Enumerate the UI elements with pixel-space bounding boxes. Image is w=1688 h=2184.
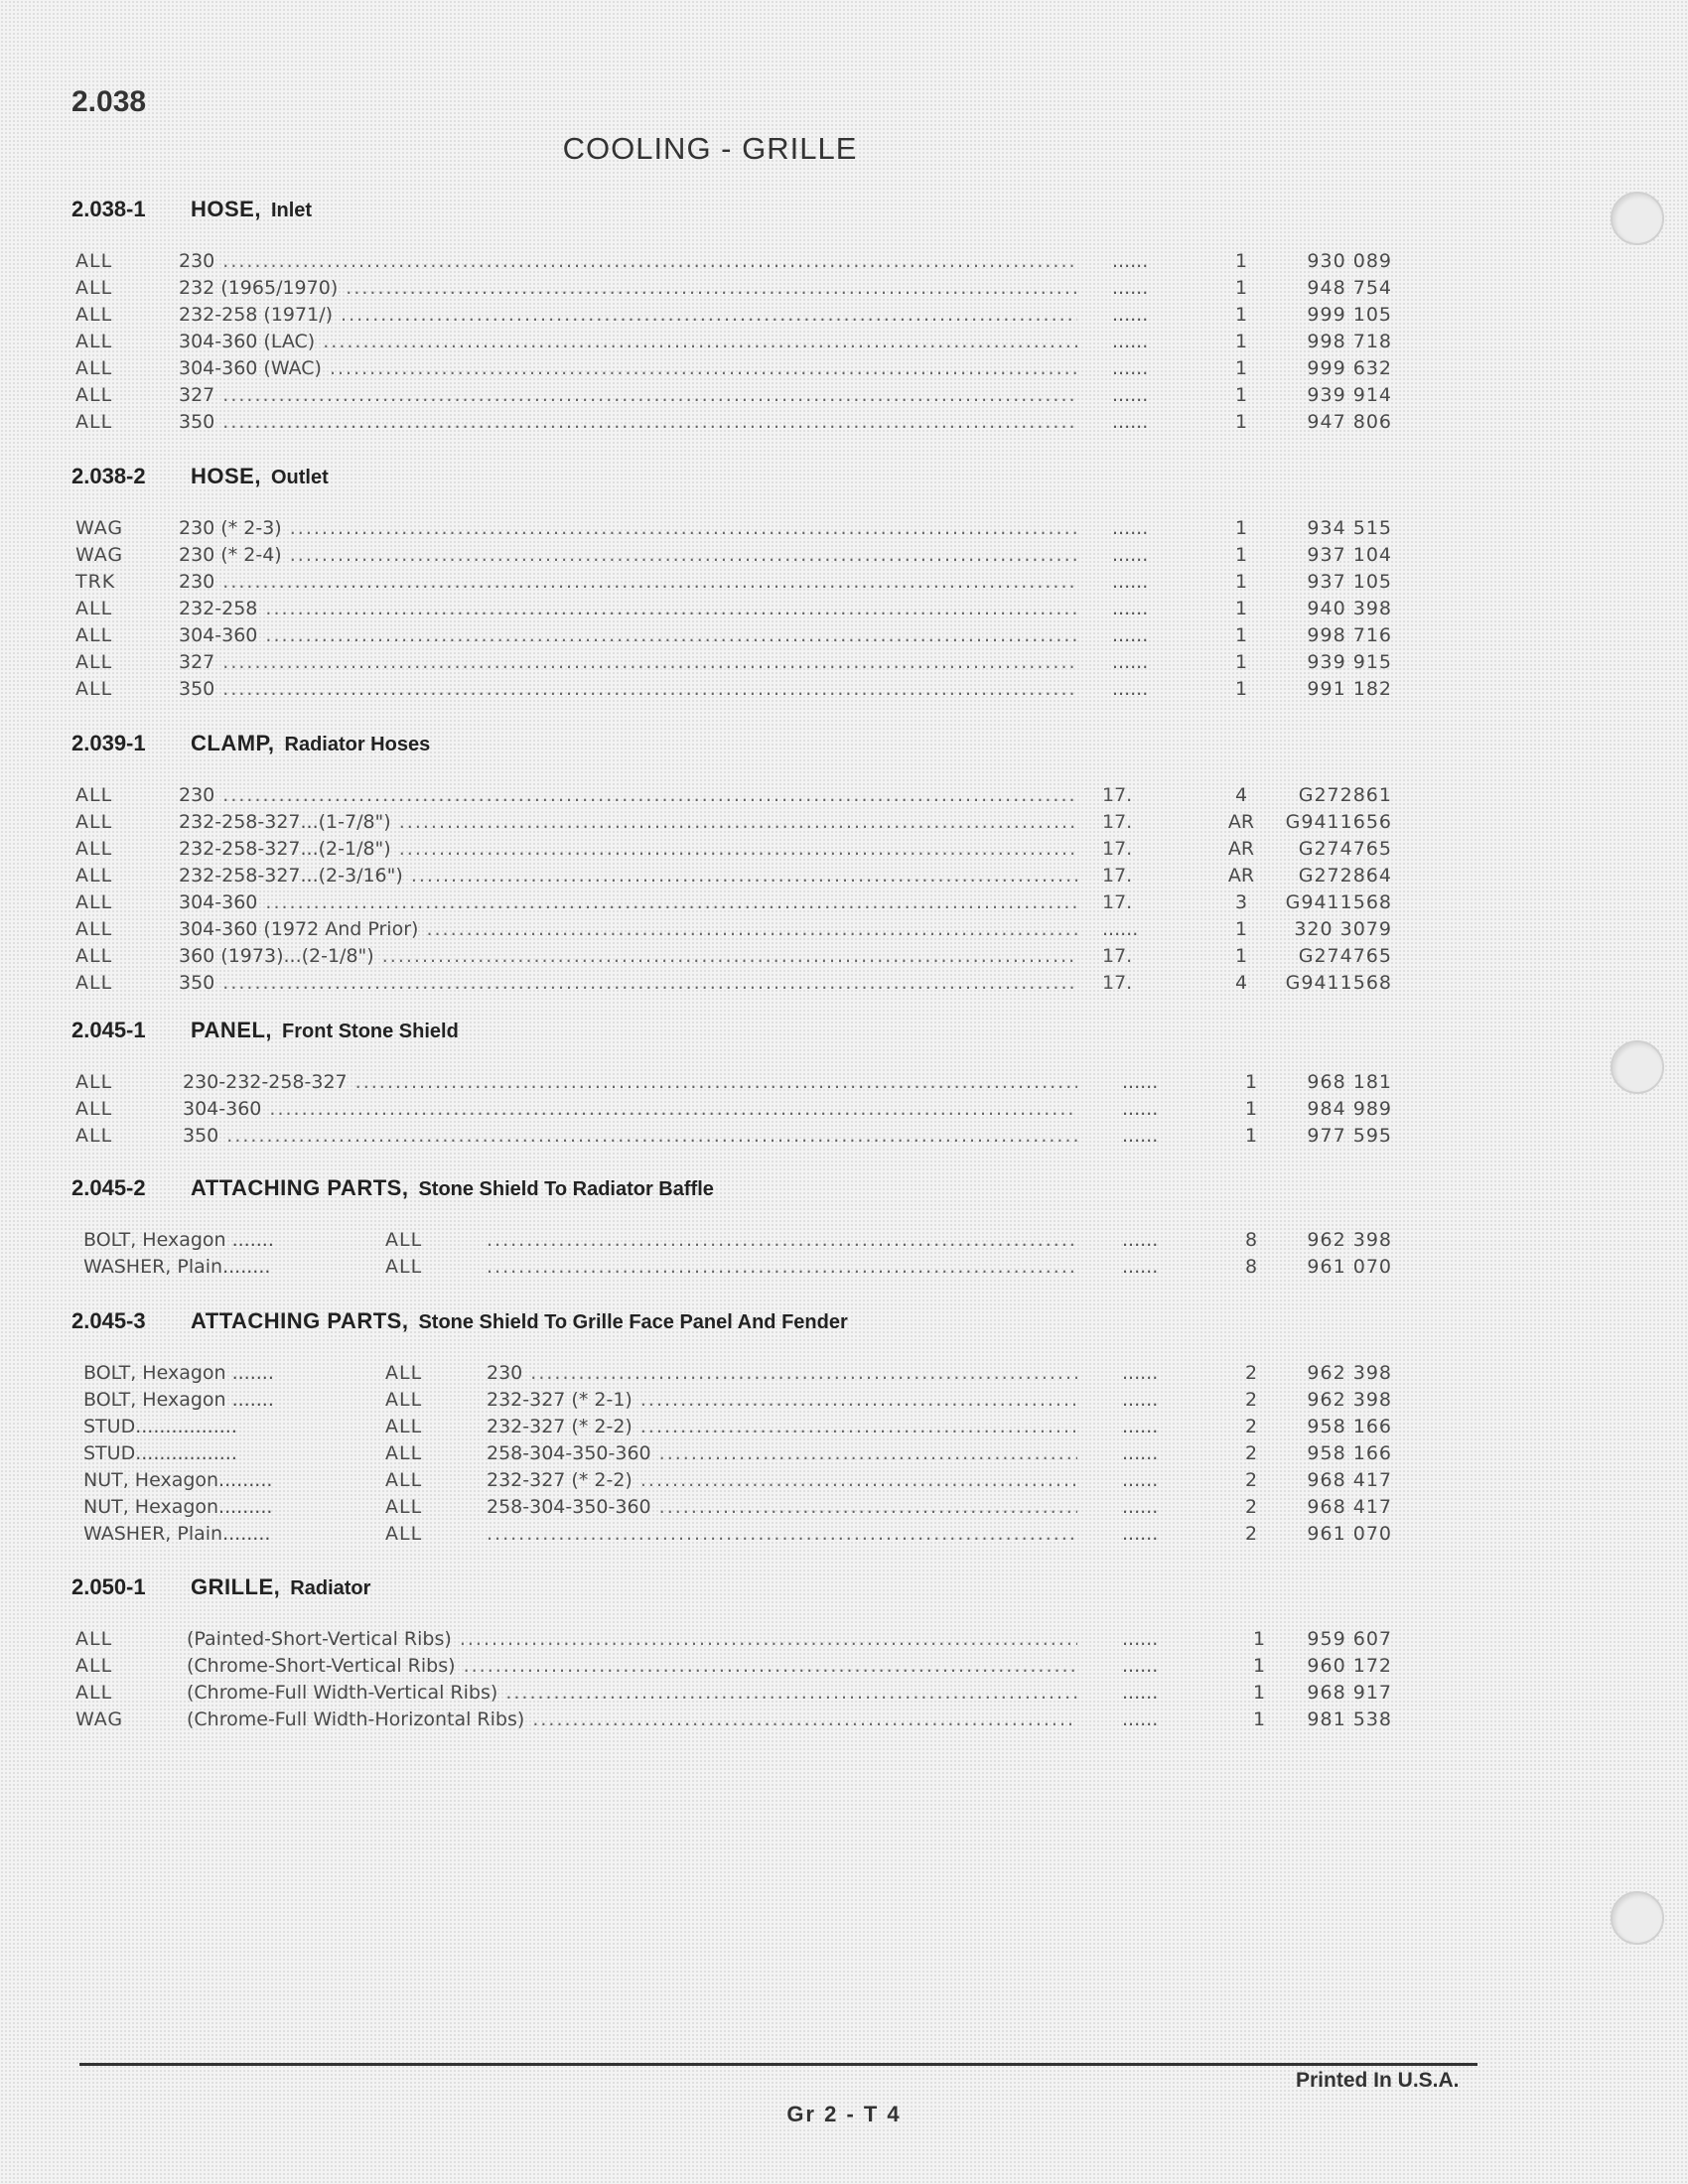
part-number-cell: 977 595 [1307, 1125, 1392, 1147]
quantity-cell: AR [1227, 811, 1255, 833]
figure-cell: ...... [1112, 624, 1149, 646]
description-cell: 230 (* 2-4) ..... [179, 542, 1077, 569]
model-cell: WAG [75, 544, 124, 566]
quantity-cell: 1 [1234, 624, 1248, 646]
section-description: Inlet [270, 200, 313, 221]
part-name: NUT, Hexagon......... [83, 1496, 273, 1518]
part-number-cell: 968 181 [1307, 1071, 1392, 1093]
figure-cell: ...... [1122, 1098, 1159, 1120]
section-number: 2.045-3 [71, 1308, 146, 1333]
part-number-cell: 962 398 [1307, 1229, 1392, 1251]
part-name: STUD................. [83, 1442, 237, 1464]
table-row [0, 943, 1470, 970]
quantity-cell: 1 [1252, 1682, 1266, 1704]
binder-hole [1611, 192, 1664, 245]
part-number-cell: 999 632 [1307, 357, 1392, 379]
figure-cell: ...... [1122, 1682, 1159, 1704]
table-row [0, 1360, 1470, 1387]
description-cell: 232-327 (* 2-1) ..... [487, 1387, 1077, 1414]
quantity-cell: 1 [1234, 945, 1248, 967]
description-cell: 304-360 (LAC) ..... [179, 329, 1077, 355]
parts-table [0, 1360, 1470, 1548]
model-cell: ALL [75, 384, 113, 406]
model-cell: ALL [75, 838, 113, 860]
model-cell: ALL [75, 598, 113, 619]
model-cell: ALL [75, 411, 113, 433]
quantity-cell: 1 [1234, 357, 1248, 379]
section-heading [71, 1018, 459, 1043]
section-number: 2.050-1 [71, 1574, 146, 1599]
part-number-cell: 960 172 [1307, 1655, 1392, 1677]
description-cell: 304-360 (1972 And Prior) ..... [179, 916, 1077, 943]
model-cell: ALL [75, 1655, 113, 1677]
section-heading [71, 464, 329, 489]
part-number-cell: 999 105 [1307, 304, 1392, 326]
figure-cell: ...... [1122, 1362, 1159, 1384]
section-part-name: ATTACHING PARTS, [191, 1308, 409, 1333]
quantity-cell: 1 [1244, 1098, 1258, 1120]
part-number-cell: 934 515 [1307, 517, 1392, 539]
figure-cell: ...... [1122, 1496, 1159, 1518]
description-cell: 350 ..... [179, 676, 1077, 703]
quantity-cell: 3 [1234, 891, 1248, 913]
model-cell: ALL [75, 891, 113, 913]
parts-table [0, 782, 1470, 997]
description-cell: (Chrome-Full Width-Vertical Ribs) ..... [187, 1680, 1077, 1706]
footer-rule [79, 2063, 1477, 2066]
description-cell: 232-327 (* 2-2) ..... [487, 1467, 1077, 1494]
quantity-cell: 1 [1234, 304, 1248, 326]
description-cell: (Painted-Short-Vertical Ribs) ..... [187, 1626, 1077, 1653]
quantity-cell: 1 [1234, 277, 1248, 299]
quantity-cell: 2 [1244, 1416, 1258, 1437]
part-name: STUD................. [83, 1416, 237, 1437]
description-cell: 258-304-350-360 ..... [487, 1440, 1077, 1467]
page-reference: Gr 2 - T 4 [786, 2102, 902, 2126]
section-part-name: GRILLE, [191, 1574, 281, 1599]
section-description: Radiator Hoses [284, 734, 431, 755]
model-cell: ALL [75, 811, 113, 833]
quantity-cell: 1 [1234, 411, 1248, 433]
description-cell: 232-258 (1971/) ..... [179, 302, 1077, 329]
table-row [0, 1521, 1470, 1548]
quantity-cell: 1 [1252, 1708, 1266, 1730]
part-number-cell: G9411568 [1285, 891, 1392, 913]
description-cell: (Chrome-Full Width-Horizontal Ribs) ..... [187, 1706, 1077, 1733]
quantity-cell: 1 [1244, 1125, 1258, 1147]
part-number-cell: 961 070 [1307, 1523, 1392, 1545]
description-cell: 230 ..... [179, 782, 1077, 809]
description-cell: 232-258 ..... [179, 596, 1077, 622]
model-cell: ALL [385, 1416, 423, 1437]
parts-table [0, 1227, 1470, 1281]
part-name: BOLT, Hexagon ....... [83, 1229, 274, 1251]
quantity-cell: 1 [1234, 918, 1248, 940]
model-cell: ALL [75, 1098, 113, 1120]
part-number-cell: 968 917 [1307, 1682, 1392, 1704]
table-row [0, 1254, 1470, 1281]
section-part-name: HOSE, [191, 197, 261, 221]
model-cell: ALL [75, 1682, 113, 1704]
description-cell: 350 ..... [183, 1123, 1077, 1150]
section-number: 2.045-2 [71, 1175, 146, 1200]
part-number-cell: 981 538 [1307, 1708, 1392, 1730]
table-row [0, 1387, 1470, 1414]
table-row [0, 409, 1470, 436]
section-heading [71, 197, 312, 222]
description-cell: 230 ..... [179, 248, 1077, 275]
figure-cell: 17. [1102, 945, 1133, 967]
model-cell: ALL [75, 918, 113, 940]
section-description: Radiator [290, 1577, 371, 1599]
part-number-cell: 939 915 [1307, 651, 1392, 673]
description-cell: 230-232-258-327 ..... [183, 1069, 1077, 1096]
part-number-cell: 991 182 [1307, 678, 1392, 700]
quantity-cell: 1 [1234, 598, 1248, 619]
quantity-cell: 1 [1252, 1655, 1266, 1677]
printed-in-label: Printed In U.S.A. [1296, 2069, 1460, 2092]
parts-table [0, 1069, 1470, 1150]
description-cell [487, 1254, 1077, 1281]
quantity-cell: AR [1227, 865, 1255, 887]
figure-cell: 17. [1102, 865, 1133, 887]
figure-cell: ...... [1112, 517, 1149, 539]
quantity-cell: 4 [1234, 972, 1248, 994]
figure-cell: ...... [1112, 651, 1149, 673]
figure-cell: ...... [1112, 571, 1149, 593]
model-cell: ALL [75, 1628, 113, 1650]
model-cell: ALL [75, 1125, 113, 1147]
quantity-cell: 1 [1234, 517, 1248, 539]
description-cell: 350 ..... [179, 970, 1077, 997]
model-cell: ALL [385, 1469, 423, 1491]
figure-cell: ...... [1122, 1708, 1159, 1730]
description-cell: 230 ..... [487, 1360, 1077, 1387]
section-part-name: CLAMP, [191, 731, 275, 755]
table-row [0, 1414, 1470, 1440]
quantity-cell: 1 [1234, 331, 1248, 352]
quantity-cell: AR [1227, 838, 1255, 860]
table-row [0, 916, 1470, 943]
table-row [0, 622, 1470, 649]
figure-cell: ...... [1102, 918, 1139, 940]
model-cell: ALL [75, 651, 113, 673]
figure-cell: ...... [1122, 1442, 1159, 1464]
table-row [0, 1680, 1470, 1706]
quantity-cell: 1 [1234, 250, 1248, 272]
section-description: Outlet [270, 467, 329, 488]
part-number-cell: 948 754 [1307, 277, 1392, 299]
table-row [0, 1440, 1470, 1467]
model-cell: ALL [75, 1071, 113, 1093]
part-number-cell: 930 089 [1307, 250, 1392, 272]
description-cell: 230 (* 2-3) ..... [179, 515, 1077, 542]
model-cell: ALL [75, 784, 113, 806]
table-row [0, 1467, 1470, 1494]
quantity-cell: 1 [1234, 384, 1248, 406]
page-number: 2.038 [71, 85, 147, 118]
table-row [0, 782, 1470, 809]
part-number-cell: 984 989 [1307, 1098, 1392, 1120]
description-cell: 304-360 (WAC) ..... [179, 355, 1077, 382]
figure-cell: ...... [1122, 1256, 1159, 1278]
description-cell: 304-360 ..... [179, 889, 1077, 916]
binder-hole [1611, 1891, 1664, 1945]
figure-cell: ...... [1122, 1125, 1159, 1147]
table-row [0, 542, 1470, 569]
part-number-cell: G9411656 [1285, 811, 1392, 833]
quantity-cell: 4 [1234, 784, 1248, 806]
model-cell: ALL [75, 357, 113, 379]
part-number-cell: 961 070 [1307, 1256, 1392, 1278]
figure-cell: ...... [1112, 598, 1149, 619]
part-number-cell: G274765 [1298, 945, 1392, 967]
part-number-cell: 998 718 [1307, 331, 1392, 352]
part-number-cell: 962 398 [1307, 1362, 1392, 1384]
model-cell: WAG [75, 517, 124, 539]
description-cell: 232-258-327...(2-3/16") ..... [179, 863, 1077, 889]
model-cell: ALL [385, 1256, 423, 1278]
description-cell: 232-327 (* 2-2) ..... [487, 1414, 1077, 1440]
figure-cell: ...... [1122, 1523, 1159, 1545]
quantity-cell: 2 [1244, 1389, 1258, 1411]
quantity-cell: 2 [1244, 1523, 1258, 1545]
parts-table [0, 248, 1470, 436]
part-number-cell: 939 914 [1307, 384, 1392, 406]
table-row [0, 1626, 1470, 1653]
table-row [0, 1096, 1470, 1123]
section-part-name: PANEL, [191, 1018, 273, 1042]
table-row [0, 809, 1470, 836]
section-heading [71, 1574, 370, 1600]
part-number-cell: 958 166 [1307, 1416, 1392, 1437]
description-cell: 327 ..... [179, 382, 1077, 409]
section-heading [71, 1175, 714, 1201]
model-cell: ALL [75, 945, 113, 967]
part-number-cell: 998 716 [1307, 624, 1392, 646]
quantity-cell: 1 [1234, 544, 1248, 566]
part-number-cell: 320 3079 [1294, 918, 1392, 940]
part-number-cell: 937 105 [1307, 571, 1392, 593]
part-number-cell: 958 166 [1307, 1442, 1392, 1464]
figure-cell: ...... [1112, 277, 1149, 299]
page-title: COOLING - GRILLE [562, 131, 858, 166]
part-number-cell: G272864 [1298, 865, 1392, 887]
description-cell: (Chrome-Short-Vertical Ribs) ..... [187, 1653, 1077, 1680]
section-part-name: HOSE, [191, 464, 261, 488]
description-cell: 232 (1965/1970) ..... [179, 275, 1077, 302]
figure-cell: ...... [1112, 331, 1149, 352]
model-cell: ALL [75, 331, 113, 352]
quantity-cell: 1 [1234, 678, 1248, 700]
figure-cell: ...... [1122, 1628, 1159, 1650]
model-cell: ALL [75, 250, 113, 272]
figure-cell: ...... [1122, 1071, 1159, 1093]
figure-cell: ...... [1112, 384, 1149, 406]
figure-cell: 17. [1102, 811, 1133, 833]
quantity-cell: 2 [1244, 1496, 1258, 1518]
part-number-cell: G272861 [1298, 784, 1392, 806]
figure-cell: ...... [1112, 544, 1149, 566]
model-cell: ALL [75, 304, 113, 326]
figure-cell: ...... [1122, 1655, 1159, 1677]
description-cell: 304-360 ..... [179, 622, 1077, 649]
part-name: WASHER, Plain........ [83, 1256, 271, 1278]
model-cell: ALL [385, 1389, 423, 1411]
parts-table [0, 1626, 1470, 1733]
description-cell [487, 1227, 1077, 1254]
table-row [0, 1069, 1470, 1096]
model-cell: ALL [385, 1496, 423, 1518]
binder-hole [1611, 1040, 1664, 1094]
model-cell: ALL [75, 624, 113, 646]
model-cell: ALL [385, 1523, 423, 1545]
quantity-cell: 2 [1244, 1362, 1258, 1384]
description-cell: 327 ..... [179, 649, 1077, 676]
part-number-cell: 947 806 [1307, 411, 1392, 433]
table-row [0, 836, 1470, 863]
quantity-cell: 2 [1244, 1469, 1258, 1491]
figure-cell: ...... [1112, 304, 1149, 326]
quantity-cell: 2 [1244, 1442, 1258, 1464]
description-cell: 304-360 ..... [183, 1096, 1077, 1123]
figure-cell: ...... [1122, 1229, 1159, 1251]
section-description: Stone Shield To Radiator Baffle [418, 1178, 714, 1200]
table-row [0, 355, 1470, 382]
model-cell: ALL [75, 277, 113, 299]
section-description: Stone Shield To Grille Face Panel And Fender [418, 1311, 848, 1333]
figure-cell: 17. [1102, 972, 1133, 994]
section-number: 2.038-1 [71, 197, 146, 221]
figure-cell: ...... [1112, 250, 1149, 272]
table-row [0, 275, 1470, 302]
description-cell: 258-304-350-360 ..... [487, 1494, 1077, 1521]
quantity-cell: 8 [1244, 1229, 1258, 1251]
part-number-cell: 937 104 [1307, 544, 1392, 566]
description-cell: 360 (1973)...(2-1/8") ..... [179, 943, 1077, 970]
table-row [0, 970, 1470, 997]
model-cell: ALL [385, 1229, 423, 1251]
figure-cell: ...... [1122, 1416, 1159, 1437]
description-cell [487, 1521, 1077, 1548]
table-row [0, 596, 1470, 622]
section-description: Front Stone Shield [282, 1021, 459, 1042]
section-heading [71, 1308, 848, 1334]
figure-cell: ...... [1122, 1389, 1159, 1411]
table-row [0, 1653, 1470, 1680]
figure-cell: 17. [1102, 784, 1133, 806]
quantity-cell: 1 [1252, 1628, 1266, 1650]
part-name: WASHER, Plain........ [83, 1523, 271, 1545]
table-row [0, 302, 1470, 329]
part-number-cell: 968 417 [1307, 1469, 1392, 1491]
description-cell: 232-258-327...(2-1/8") ..... [179, 836, 1077, 863]
section-number: 2.045-1 [71, 1018, 146, 1042]
quantity-cell: 1 [1244, 1071, 1258, 1093]
figure-cell: ...... [1122, 1469, 1159, 1491]
table-row [0, 515, 1470, 542]
part-name: BOLT, Hexagon ....... [83, 1389, 274, 1411]
table-row [0, 1123, 1470, 1150]
table-row [0, 329, 1470, 355]
figure-cell: ...... [1112, 357, 1149, 379]
figure-cell: 17. [1102, 838, 1133, 860]
table-row [0, 1227, 1470, 1254]
model-cell: ALL [385, 1362, 423, 1384]
part-name: BOLT, Hexagon ....... [83, 1362, 274, 1384]
table-row [0, 863, 1470, 889]
parts-table [0, 515, 1470, 703]
table-row [0, 569, 1470, 596]
figure-cell: 17. [1102, 891, 1133, 913]
model-cell: ALL [75, 865, 113, 887]
part-number-cell: 940 398 [1307, 598, 1392, 619]
section-part-name: ATTACHING PARTS, [191, 1175, 409, 1200]
model-cell: WAG [75, 1708, 124, 1730]
part-number-cell: 962 398 [1307, 1389, 1392, 1411]
table-row [0, 1706, 1470, 1733]
section-number: 2.038-2 [71, 464, 146, 488]
table-row [0, 382, 1470, 409]
part-number-cell: 959 607 [1307, 1628, 1392, 1650]
part-name: NUT, Hexagon......... [83, 1469, 273, 1491]
table-row [0, 1494, 1470, 1521]
figure-cell: ...... [1112, 678, 1149, 700]
model-cell: ALL [75, 678, 113, 700]
table-row [0, 889, 1470, 916]
description-cell: 230 ..... [179, 569, 1077, 596]
model-cell: ALL [385, 1442, 423, 1464]
table-row [0, 248, 1470, 275]
part-number-cell: G9411568 [1285, 972, 1392, 994]
section-heading [71, 731, 430, 756]
part-number-cell: 968 417 [1307, 1496, 1392, 1518]
table-row [0, 649, 1470, 676]
quantity-cell: 1 [1234, 651, 1248, 673]
part-number-cell: G274765 [1298, 838, 1392, 860]
quantity-cell: 1 [1234, 571, 1248, 593]
figure-cell: ...... [1112, 411, 1149, 433]
quantity-cell: 8 [1244, 1256, 1258, 1278]
description-cell: 232-258-327...(1-7/8") ..... [179, 809, 1077, 836]
model-cell: TRK [75, 571, 116, 593]
section-number: 2.039-1 [71, 731, 146, 755]
description-cell: 350 ..... [179, 409, 1077, 436]
model-cell: ALL [75, 972, 113, 994]
table-row [0, 676, 1470, 703]
